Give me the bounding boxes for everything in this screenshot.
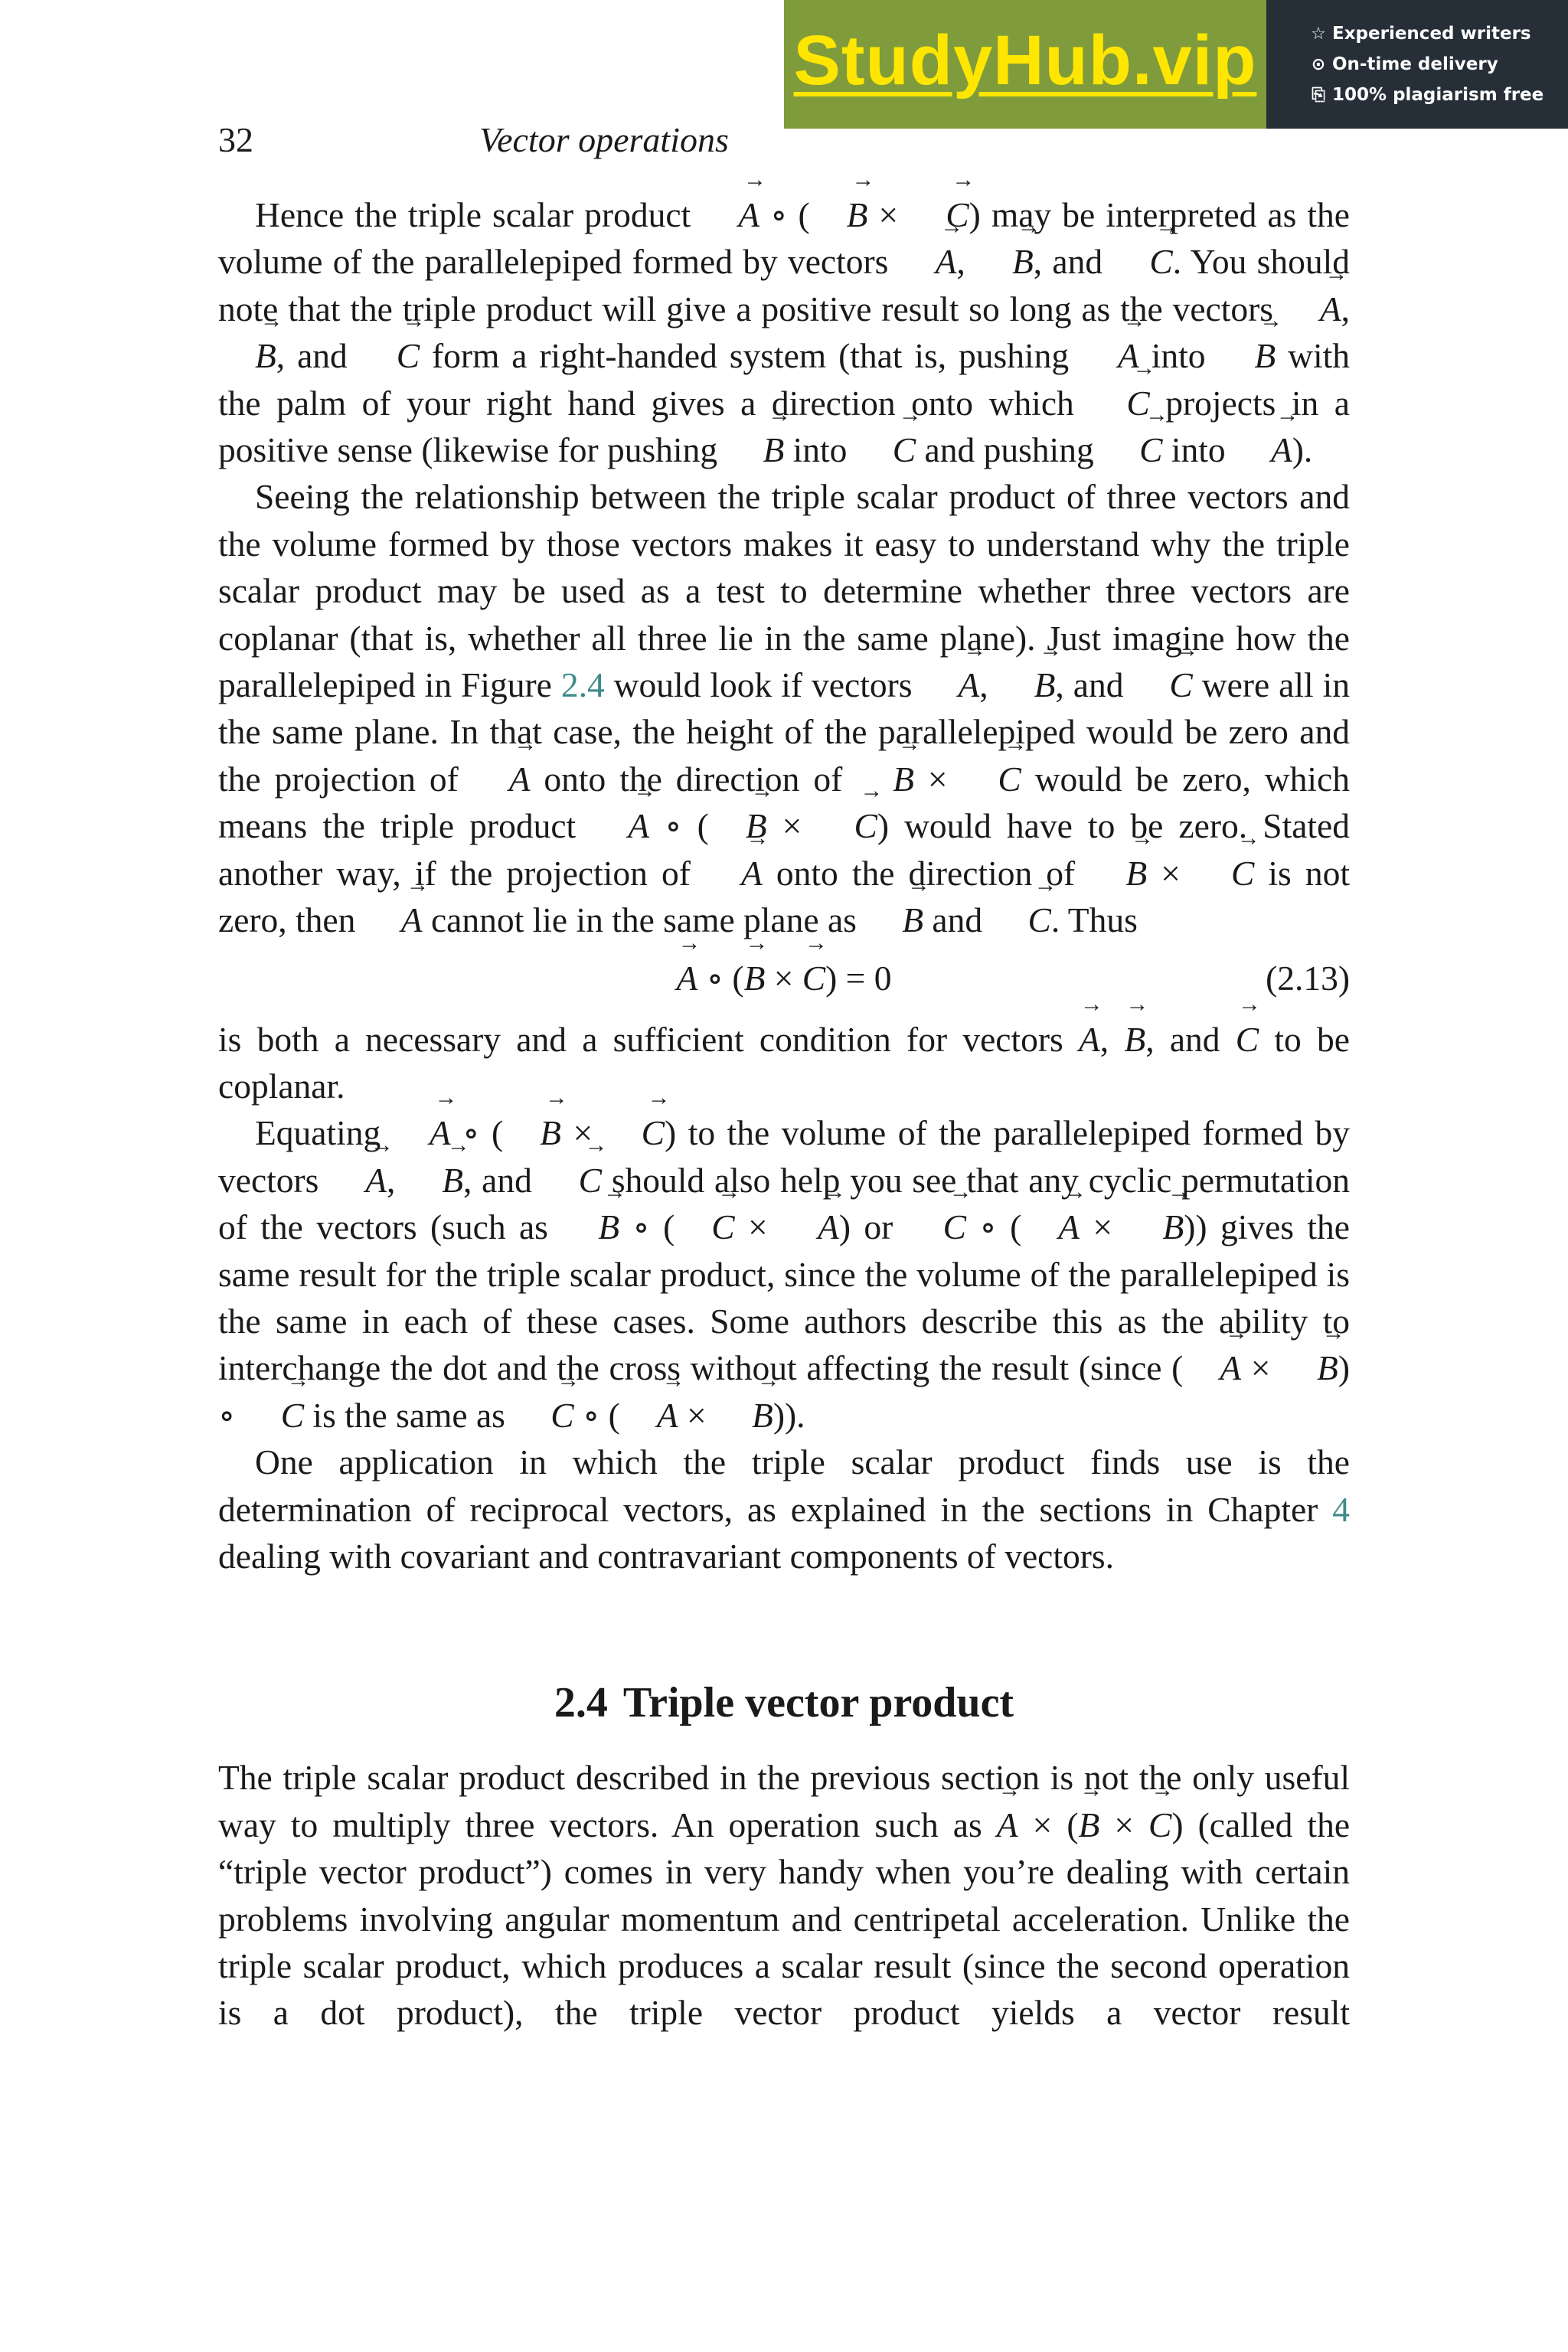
feature-label: 100% plagiarism free — [1332, 85, 1544, 105]
clock-icon: ⊙ — [1311, 54, 1326, 74]
paragraph: is both a necessary and a sufficient condition for vectors → A, → B, and → C to be coplanar. — [218, 1016, 1350, 1110]
chapter-link[interactable]: 4 — [1332, 1489, 1350, 1529]
feature-label: On-time delivery — [1332, 54, 1498, 74]
section-number: 2.4 — [554, 1679, 608, 1727]
feature-item — [1309, 24, 1568, 44]
brand-block[interactable] — [784, 0, 1266, 129]
star-outline-icon: ☆ — [1311, 24, 1326, 44]
ad-banner[interactable] — [784, 0, 1568, 129]
paragraph: One application in which the triple scalar product finds use is the determination of reciprocal vectors, as explained in the sections in Chapter 4 dealing with covariant and contravariant components of vectors. — [218, 1442, 1350, 1576]
running-title: Vector operations — [479, 120, 729, 159]
section-heading — [218, 1676, 1350, 1730]
paragraph: The triple scalar product described in the previous section is not the only useful way to multiply three vectors. An operation such as → A × (→ B × → C) (called the “triple vector product”) comes in very handy when you’re dealing with certain problems involving angular momentum and centripetal acceleration. Unlike the triple scalar product, which produces a scalar result (since the second operation is a dot product), the triple vector product yields a vector result — [218, 1754, 1350, 2036]
paragraph: Seeing the relationship between the triple scalar product of three vectors and the volume formed by those vectors makes it easy to understand why the triple scalar product may be used as a test to determine whether three vectors are coplanar (that is, whether all three lie in the same plane). Just imagine how the parallelepiped in Figure 2.4 would look if vectors → A, → B, and → C were all in the same plane. In that case, the height of the parallelepiped would be zero and the projection of → A onto the direction of → B × → C would be zero, which means the triple product → A ∘ (→ B × → C) would have to be zero. Stated another way, if the projection of → A onto the direction of → B × → C is not zero, then → A cannot lie in the same plane as → B and → C. Thus — [218, 473, 1350, 943]
running-head — [218, 119, 1350, 165]
copy-icon: ⎘ — [1312, 85, 1325, 105]
equation-number: (2.13) — [1266, 958, 1350, 998]
brand-logo[interactable]: StudyHub.vip — [793, 21, 1257, 100]
paragraph: Equating → A ∘ (→ B × → C) to the volume of the parallelepiped formed by vectors → A, → B, and → C should also help you see that any cyclic permutation of the vectors (such as → B ∘ (→ C × → A) or → C ∘ (→ A × → B)) gives the same result for the triple scalar product, since the volume of the parallelepiped is the same in each of these cases. Some authors describe this as the ability to interchange the dot and the cross without affecting the result (since (→ A × → B) ∘ → C is the same as → C ∘ (→ A × → B)). — [218, 1109, 1350, 1439]
feature-label: Experienced writers — [1332, 24, 1531, 44]
page-number: 32 — [218, 120, 253, 159]
section-title: Triple vector product — [622, 1679, 1014, 1727]
paragraph: Hence the triple scalar product → A ∘ (→ B × → C) may be interpreted as the volume of the parallelepiped formed by vectors → A, → B, and → C. You should note that the triple product will give a positive result so long as the vectors → A, → B, and → C form a right-handed system (that is, pushing → A into → B with the palm of your right hand gives a direction onto which → C projects in a positive sense (likewise for pushing → B into → C and pushing → C into → A). — [218, 191, 1350, 473]
page-body — [218, 191, 1350, 2037]
equation — [218, 946, 1350, 1013]
feature-item — [1309, 85, 1568, 105]
equation-body: → A ∘ (→ B × → C) = 0 — [218, 955, 1350, 1001]
feature-list — [1266, 0, 1568, 129]
feature-item — [1309, 54, 1568, 74]
figure-link[interactable]: 2.4 — [560, 665, 605, 705]
